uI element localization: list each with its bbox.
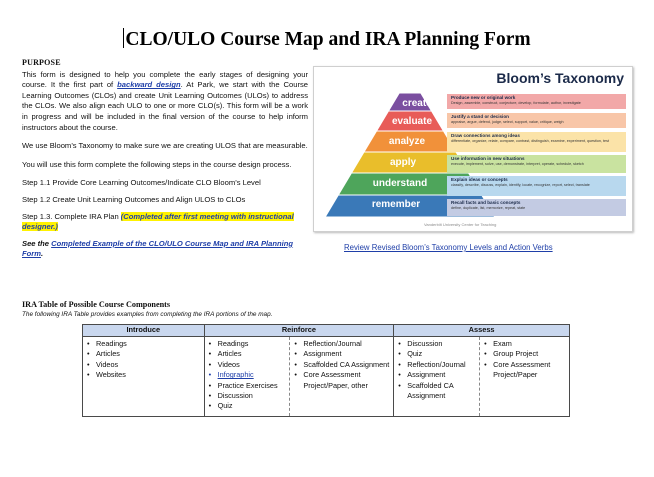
- desc-title: Explain ideas or concepts: [451, 177, 508, 182]
- ira-subheading: The following IRA Table provides examples from completing the IRA portions of the map.: [22, 311, 273, 318]
- step-1-3: [22, 212, 308, 233]
- ira-body-row: [83, 337, 570, 417]
- desc-title: Use information in new situations: [451, 156, 525, 161]
- reinforce-item: • Discussion: [209, 391, 288, 401]
- desc-verbs: classify, describe, discuss, explain, identify, locate, recognize, report, select, translate: [451, 183, 590, 187]
- para1-text-before: This form is designed to help you complete the early stages of designing your course. It the first part of: [22, 69, 308, 90]
- reinforce-item: • Infographic: [209, 370, 288, 380]
- blooms-title: Bloom’s Taxonomy: [496, 70, 624, 86]
- blooms-levels-link[interactable]: Review Revised Bloom’s Taxonomy Levels and Action Verbs: [344, 243, 553, 252]
- reinforce-item: • Practice Exercises: [209, 381, 288, 391]
- level-label-analyze: analyze: [388, 136, 426, 147]
- step-1-3-highlight: (Completed after first meeting with instructional designer.): [22, 211, 294, 232]
- assess-item: • Core Assessment Project/Paper: [484, 360, 567, 381]
- see-example-suffix: .: [40, 249, 44, 259]
- introduce-item: • Videos: [87, 360, 202, 370]
- reinforce-item: • Scaffolded CA Assignment: [294, 360, 391, 370]
- ira-header-row: [83, 325, 570, 337]
- step-1-2: Step 1.2 Create Unit Learning Outcomes and Align ULOS to CLOs: [22, 194, 246, 204]
- reinforce-item: • Quiz: [209, 401, 288, 411]
- level-desc-remember: [447, 199, 626, 216]
- desc-verbs: define, duplicate, list, memorize, repeat, state: [451, 206, 526, 210]
- assess-item: • Assignment: [398, 370, 477, 380]
- introduce-item: • Readings: [87, 339, 202, 349]
- level-label-apply: apply: [389, 157, 417, 168]
- assess-list-b: [484, 339, 567, 381]
- reinforce-item: • Videos: [209, 360, 288, 370]
- para1-text-after: . At Park, we start with the Course Learning Outcomes (CLOs) and create Unit Learning Outcomes (ULOs) to address the CLOs. We also align each ULO to one or more CLO(s). This form will be a work in progress and will be included in the final version of the course to help inform instructors about the course.: [22, 80, 308, 132]
- level-desc-apply: [447, 155, 626, 173]
- title-text: CLO/ULO Course Map and IRA Planning Form: [125, 29, 531, 50]
- assess-cell-a: [394, 337, 480, 417]
- assess-item: • Discussion: [398, 339, 477, 349]
- level-label-understand: understand: [372, 178, 428, 189]
- reinforce-item: • Assignment: [294, 349, 391, 359]
- assess-item: • Group Project: [484, 349, 567, 359]
- reinforce-item: • Readings: [209, 339, 288, 349]
- assess-item: • Reflection/Journal: [398, 360, 477, 370]
- reinforce-item: • Articles: [209, 349, 288, 359]
- header-reinforce: Reinforce: [204, 325, 394, 337]
- introduce-list: [87, 339, 202, 381]
- level-label-evaluate: evaluate: [391, 116, 433, 127]
- assess-item: • Exam: [484, 339, 567, 349]
- assess-item: • Scaffolded CA Assignment: [398, 381, 477, 402]
- step-1-1: Step 1.1 Provide Core Learning Outcomes/Indicate CLO Bloom’s Level: [22, 178, 261, 188]
- header-introduce: Introduce: [83, 325, 205, 337]
- header-assess: Assess: [394, 325, 570, 337]
- desc-title: Draw connections among ideas: [451, 133, 520, 138]
- desc-verbs: differentiate, organize, relate, compare, contrast, distinguish, examine, experiment, question, test: [451, 139, 609, 143]
- purpose-section: [22, 58, 308, 266]
- blooms-taxonomy-figure: [313, 66, 633, 232]
- introduce-cell: [83, 337, 205, 417]
- reinforce-cell-a: [204, 337, 290, 417]
- completed-example-link[interactable]: Completed Example of the CLO/ULO Course Map and IRA Planning Form: [22, 238, 294, 259]
- assess-cell-b: [480, 337, 570, 417]
- assess-list-a: [398, 339, 477, 401]
- desc-verbs: execute, implement, solve, use, demonstrate, interpret, operate, schedule, sketch: [451, 162, 584, 166]
- reinforce-list-a: [209, 339, 288, 412]
- level-desc-evaluate: [447, 113, 626, 128]
- level-label-create: create: [402, 98, 432, 109]
- level-desc-create: [447, 94, 626, 109]
- reinforce-item: • Reflection/Journal: [294, 339, 391, 349]
- purpose-paragraph-3: You will use this form complete the following steps in the course design process.: [22, 159, 292, 169]
- introduce-item: • Articles: [87, 349, 202, 359]
- level-label-remember: remember: [371, 199, 421, 210]
- desc-verbs: Design, assemble, construct, conjecture, develop, formulate, author, investigate: [451, 101, 581, 105]
- purpose-paragraph-2: We use Bloom’s Taxonomy to make sure we are creating ULOS that are measurable.: [22, 141, 308, 151]
- see-example-prefix: See the: [22, 238, 52, 248]
- desc-title: Recall facts and basic concepts: [451, 200, 521, 205]
- backward-design-link[interactable]: backward design: [117, 80, 181, 90]
- desc-title: Produce new or original work: [451, 95, 516, 100]
- step-1-3-text: Step 1.3. Complete IRA Plan: [22, 211, 121, 221]
- page-title: [0, 28, 654, 51]
- reinforce-item: • Core Assessment Project/Paper, other: [294, 370, 391, 391]
- level-desc-analyze: [447, 132, 626, 152]
- purpose-heading: PURPOSE: [22, 58, 61, 67]
- ira-heading: IRA Table of Possible Course Components: [22, 300, 171, 309]
- ira-table: [82, 324, 570, 417]
- assess-item: • Quiz: [398, 349, 477, 359]
- purpose-paragraph-1: [22, 70, 308, 134]
- desc-verbs: appraise, argue, defend, judge, select, support, value, critique, weigh: [451, 120, 564, 124]
- see-example-line: [22, 239, 308, 260]
- reinforce-list-b: [294, 339, 391, 391]
- desc-title: Justify a stand or decision: [451, 114, 509, 119]
- bloom-credit: Vanderbilt University Center for Teaching: [424, 222, 497, 227]
- reinforce-cell-b: [290, 337, 394, 417]
- introduce-item: • Websites: [87, 370, 202, 380]
- level-desc-understand: [447, 176, 626, 196]
